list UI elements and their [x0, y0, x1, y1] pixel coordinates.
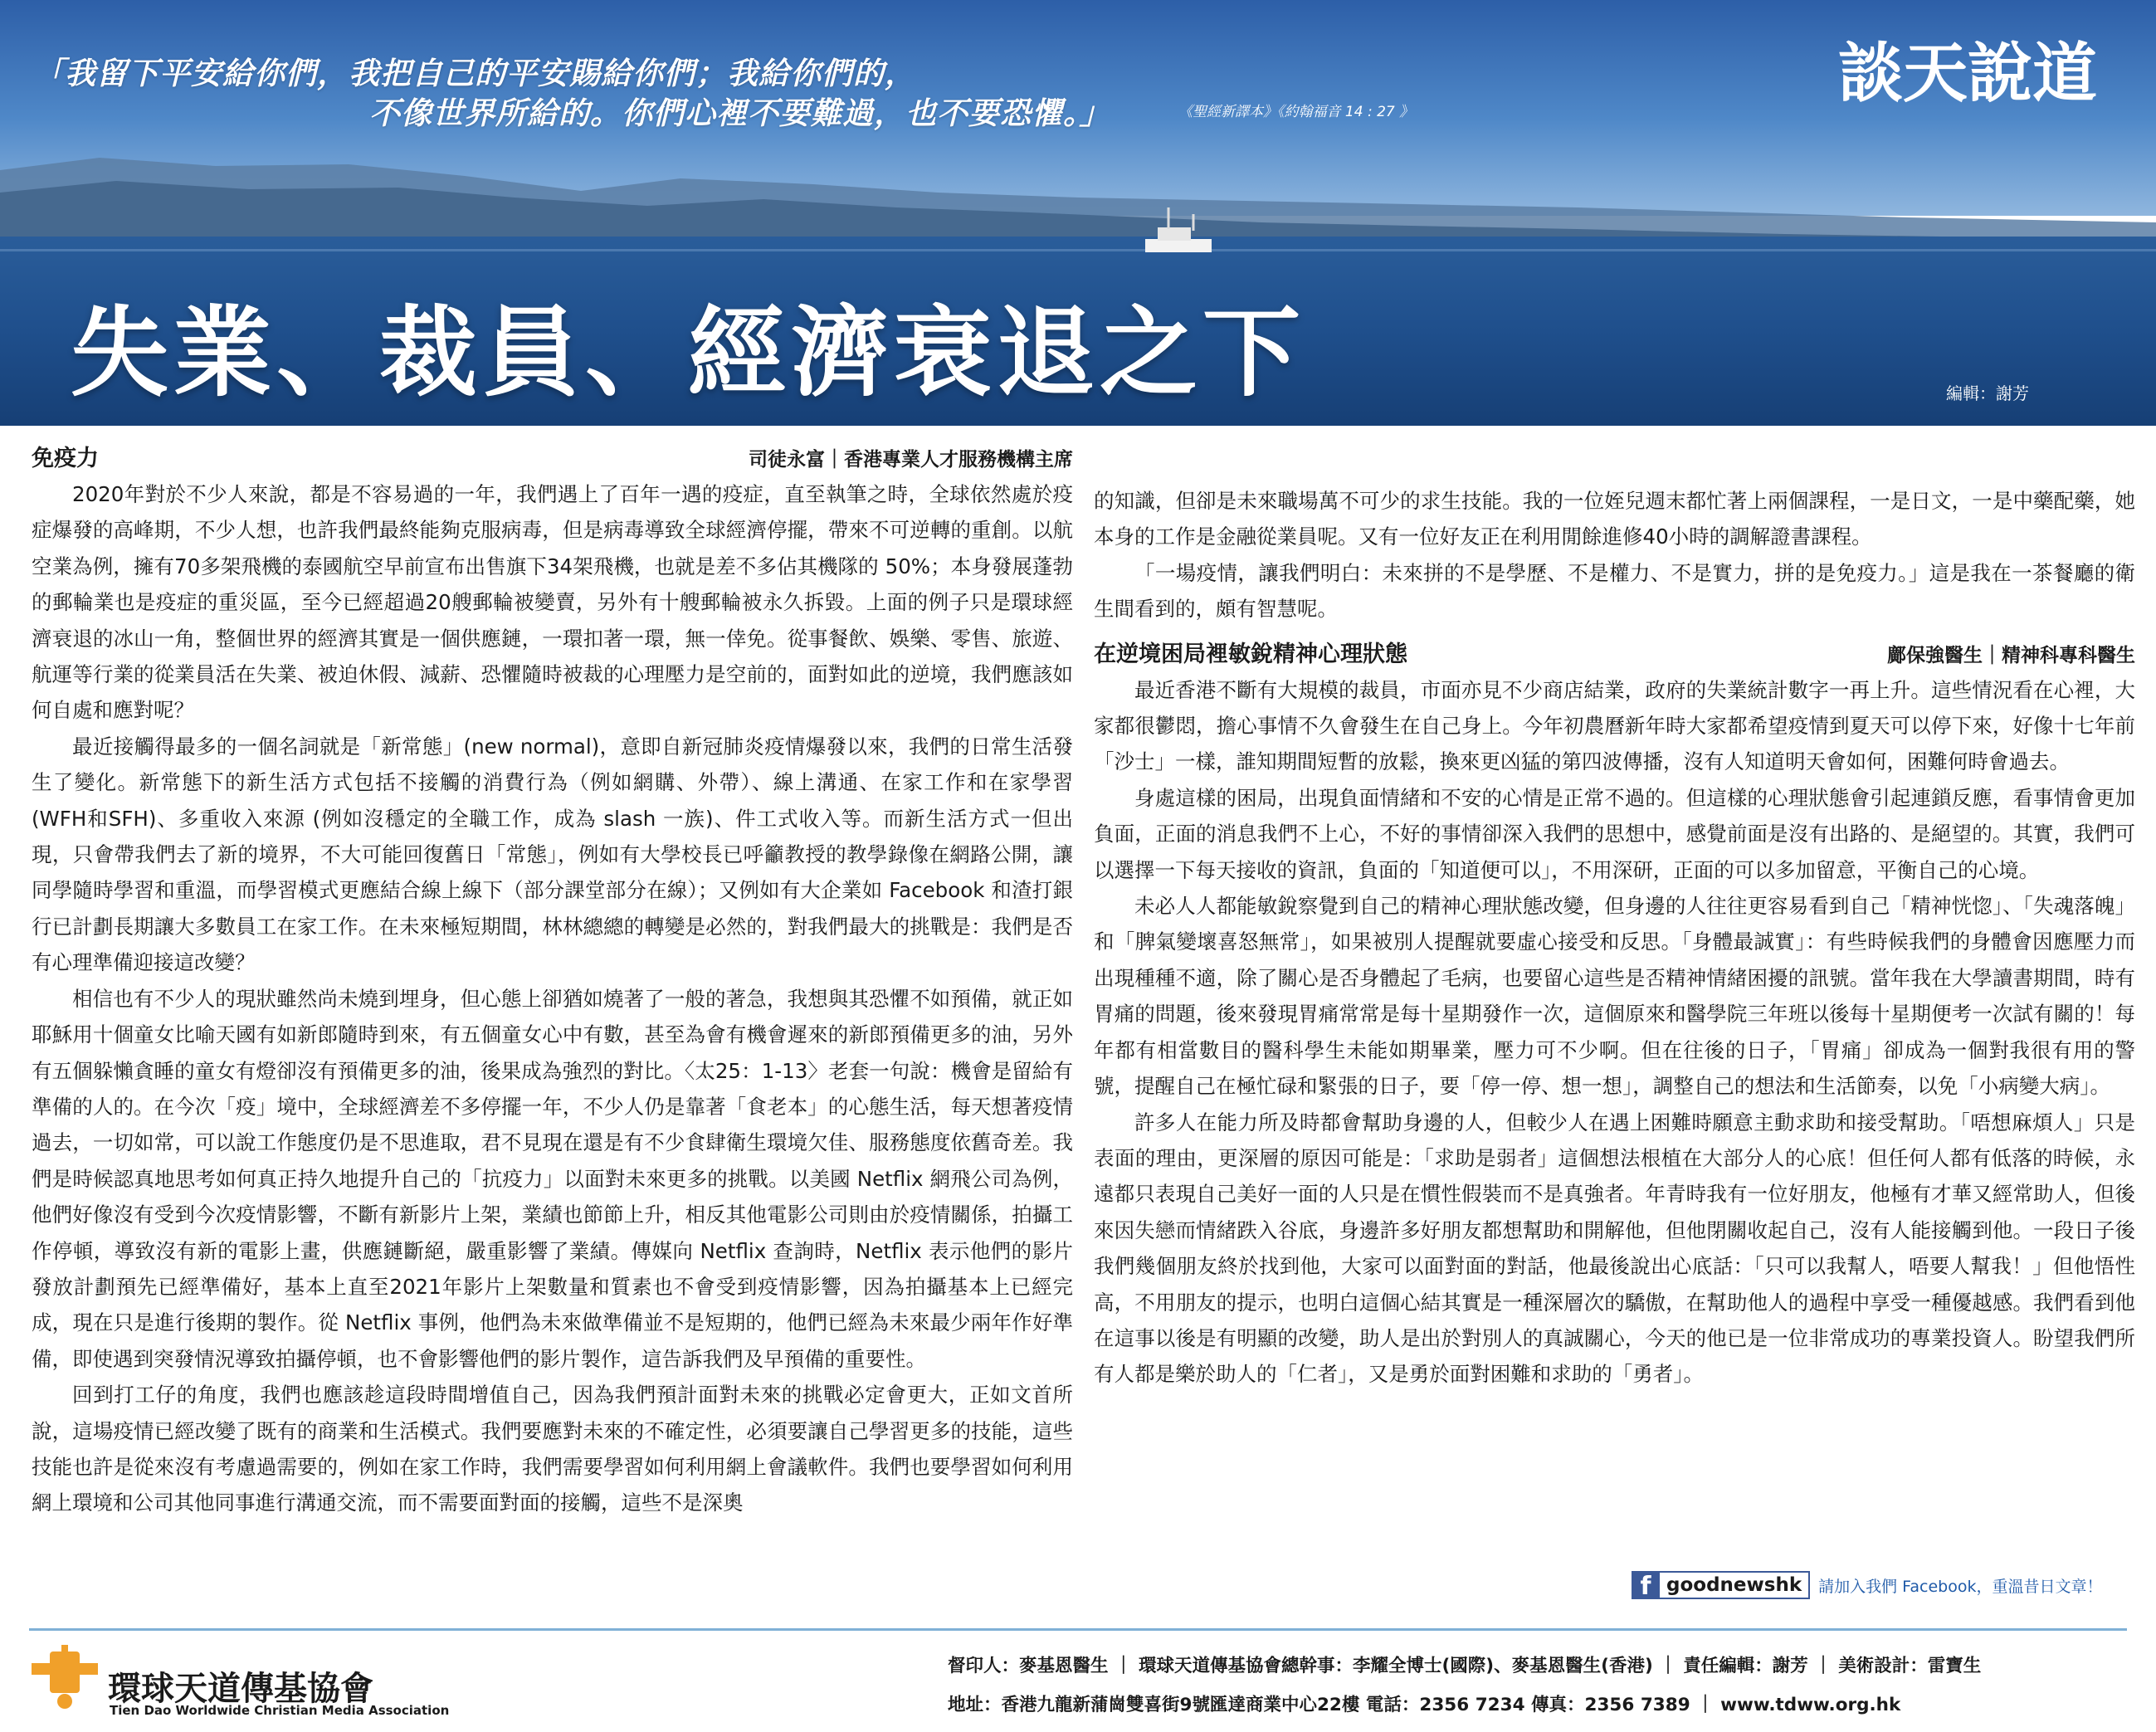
article1-paragraph: 回到打工仔的角度，我們也應該趁這段時間增值自己，因為我們預計面對未來的挑戰必定會更大，正如文首所說，這場疫情已經改變了既有的商業和生活模式。我們要應對未來的不確定性，必須要讓自己學習更多的技能，這些技能也許是從來沒有考慮過需要的，例如在家工作時，我們需要學習如何利用網上會議軟件。我們也要學習如何利用網上環境和公司其他同事進行溝通交流，而不需要面對面的接觸，這些不是深奧	[32, 1383, 1073, 1515]
article1-header	[32, 440, 1073, 476]
facebook-cta[interactable]: 請加入我們 Facebook，重溫昔日文章！	[1818, 1577, 2103, 1596]
contact-address: 地址：香港九龍新蒲崗雙喜街9號匯達商業中心22樓 電話：2356 7234 傳真：2356 7389 ｜ www.tdww.org.hk	[948, 1695, 1901, 1715]
editor-credit: 編輯：謝芳	[1946, 383, 2029, 403]
facebook-handle[interactable]: goodnewshk	[1660, 1571, 1810, 1599]
article2-paragraph: 身處這樣的困局，出現負面情緒和不安的心情是正常不過的。但這樣的心理狀態會引起連鎖反應，看事情會更加負面，正面的消息我們不上心，不好的事情卻深入我們的思想中，感覺前面是沒有出路的、是絕望的。其實，我們可以選擇一下每天接收的資訊，負面的「知道便可以」，不用深研，正面的可以多加留意，平衡自己的心境。	[1094, 785, 2135, 882]
hero-banner	[0, 0, 2156, 426]
article1-continuation: 的知識，但卻是未來職場萬不可少的求生技能。我的一位姪兒週末都忙著上兩個課程，一是日文，一是中藥配藥，她本身的工作是金融從業員呢。又有一位好友正在利用閒餘進修40小時的調解證書課程。	[1094, 489, 2135, 549]
article2-header	[1094, 636, 2135, 672]
article1-title: 免疫力	[32, 446, 99, 471]
article1-paragraph: 最近接觸得最多的一個名詞就是「新常態」(new normal)，意即自新冠肺炎疫情爆發以來，我們的日常生活發生了變化。新常態下的新生活方式包括不接觸的消費行為（例如網購、外帶）、線上溝通、在家工作和在家學習 (WFH和SFH)、多重收入來源 (例如沒穩定的全職工作，成為 slash 一族)、件工式收入等。而新生活方式一但出現，只會帶我們去了新的境界，不大可能回復舊日「常態」，例如有大學校長已呼籲教授的教學錄像在網路公開，讓同學隨時學習和重溫，而學習模式更應結合線上線下（部分課堂部分在線）；又例如有大企業如 Facebook 和渣打銀行已計劃長期讓大多數員工在家工作。在未來極短期間，林林總總的轉變是必然的，對我們最大的挑戰是：我們是否有心理準備迎接這改變？	[32, 734, 1073, 975]
scripture-quote-line2: 不像世界所給的。你們心裡不要難過，也不要恐懼。」	[369, 95, 1111, 131]
article2-byline: 鄺保強醫生｜精神科專科醫生	[1887, 644, 2135, 666]
article2-paragraph: 許多人在能力所及時都會幫助身邊的人，但較少人在遇上困難時願意主動求助和接受幫助。「唔想麻煩人」只是表面的理由，更深層的原因可能是：「求助是弱者」這個想法根植在大部分人的心底！但任何人都有低落的時候，永遠都只表現自己美好一面的人只是在慣性假裝而不是真強者。年青時我有一位好朋友，他極有才華又經常助人，但後來因失戀而情緒跌入谷底，身邊許多好朋友都想幫助和開解他，但他閉關收起自己，沒有人能接觸到他。一段日子後我們幾個朋友終於找到他，大家可以面對面的對話，他最後說出心底話：「只可以我幫人，唔要人幫我！」但他悟性高，不用朋友的提示，也明白這個心結其實是一種深層次的驕傲，在幫助他人的過程中享受一種優越感。我們看到他在這事以後是有明顯的改變，助人是出於對別人的真誠關心，今天的他已是一位非常成功的專業投資人。盼望我們所有人都是樂於助人的「仁者」，又是勇於面對困難和求助的「勇者」。	[1094, 1110, 2135, 1387]
org-logo-icon	[32, 1642, 98, 1712]
article1-paragraph: 2020年對於不少人來說，都是不容易過的一年，我們遇上了百年一遇的疫症，直至執筆之時，全球依然處於疫症爆發的高峰期，不少人想，也許我們最終能夠克服病毒，但是病毒導致全球經濟停擺，帶來不可逆轉的重創。以航空業為例，擁有70多架飛機的泰國航空早前宣布出售旗下34架飛機，也就是差不多佔其機隊的 50%；本身發展蓬勃的郵輪業也是疫症的重災區，至今已經超過20艘郵輪被變賣，另外有十艘郵輪被永久拆毀。上面的例子只是環球經濟衰退的冰山一角，整個世界的經濟其實是一個供應鏈，一環扣著一環，無一倖免。從事餐飲、娛樂、零售、旅遊、航運等行業的從業員活在失業、被迫休假、減薪、恐懼隨時被裁的心理壓力是空前的，面對如此的逆境，我們應該如何自處和應對呢？	[32, 482, 1073, 723]
org-name-zh: 環球天道傳基協會	[108, 1670, 373, 1708]
article2-title: 在逆境困局裡敏銳精神心理狀態	[1094, 641, 1407, 667]
org-name-en: Tien Dao Worldwide Christian Media Association	[110, 1703, 450, 1718]
scripture-quote-line1: 「我留下平安給你們，我把自己的平安賜給你們；我給你們的，	[33, 56, 916, 91]
footer-divider	[29, 1628, 2127, 1631]
article-column-left	[32, 440, 1073, 1521]
scripture-source: 《聖經新譯本》《約翰福音 14 : 27 》	[1178, 104, 1414, 120]
facebook-promo[interactable]	[1632, 1571, 2102, 1599]
article2-paragraph: 最近香港不斷有大規模的裁員，市面亦見不少商店結業，政府的失業統計數字一再上升。這些情況看在心裡，大家都很鬱悶，擔心事情不久會發生在自己身上。今年初農曆新年時大家都希望疫情到夏天可以停下來，好像十七年前「沙士」一樣，誰知期間短暫的放鬆，換來更凶猛的第四波傳播，沒有人知道明天會如何，困難何時會過去。	[1094, 677, 2135, 774]
column-logo	[1830, 17, 2137, 141]
article1-paragraph: 相信也有不少人的現狀雖然尚未燒到埋身，但心態上卻猶如燒著了一般的著急，我想與其恐懼不如預備，就正如耶穌用十個童女比喻天國有如新郎隨時到來，有五個童女心中有數，甚至為會有機會遲來的新郎預備更多的油，另外有五個躲懶貪睡的童女有燈卻沒有預備更多的油，後果成為強烈的對比。〈太25：1-13〉老套一句說：機會是留給有準備的人的。在今次「疫」境中，全球經濟差不多停擺一年，不少人仍是靠著「食老本」的心態生活，每天想著疫情過去，一切如常，可以說工作態度仍是不思進取，君不見現在還是有不少食肆衛生環境欠佳、服務態度依舊奇差。我們是時候認真地思考如何真正持久地提升自己的「抗疫力」以面對未來更多的挑戰。以美國 Netflix 網飛公司為例，他們好像沒有受到今次疫情影響，不斷有新影片上架，業績也節節上升，相反其他電影公司則由於疫情關係，拍攝工作停頓，導致沒有新的電影上畫，供應鏈斷絕，嚴重影響了業績。傳媒向 Netflix 查詢時，Netflix 表示他們的影片發放計劃預先已經準備好，基本上直至2021年影片上架數量和質素也不會受到疫情影響，因為拍攝基本上已經完成，現在只是進行後期的製作。從 Netflix 事例，他們為未來做準備並不是短期的，他們已經為未來最少兩年作好準備，即使遇到突發情況導致拍攝停頓，也不會影響他們的影片製作，這告訴我們及早預備的重要性。	[32, 986, 1073, 1371]
article1-byline: 司徒永富｜香港專業人才服務機構主席	[749, 449, 1073, 471]
facebook-icon: f	[1632, 1571, 1660, 1599]
svg-text:談天說道: 談天說道	[1838, 36, 2098, 111]
article2-paragraph: 未必人人都能敏銳察覺到自己的精神心理狀態改變，但身邊的人往往更容易看到自己「精神恍惚」、「失魂落魄」和「脾氣變壞喜怒無常」，如果被別人提醒就要虛心接受和反思。「身體最誠實」：有些時候我們的身體會因應壓力而出現種種不適，除了關心是否身體起了毛病，也要留心這些是否精神情緒困擾的訊號。當年我在大學讀書期間，時有胃痛的問題，後來發現胃痛常常是每十星期發作一次，這個原來和醫學院三年班以後每十星期便考一次試有關的！每年都有相當數目的醫科學生未能如期畢業，壓力可不少啊。但在往後的日子，「胃痛」卻成為一個對我很有用的警號，提醒自己在極忙碌和緊張的日子，要「停一停、想一想」，調整自己的想法和生活節奏，以免「小病變大病」。	[1094, 894, 2135, 1099]
article1-closing-quote: 「一場疫情，讓我們明白：未來拼的不是學歷、不是權力、不是實力，拼的是免疫力。」這是我在一茶餐廳的衛生間看到的，頗有智慧呢。	[1094, 560, 2135, 622]
headline: 失業、裁員、經濟衰退之下	[71, 295, 1306, 410]
publication-credits: 督印人：麥基恩醫生 ｜ 環球天道傳基協會總幹事：李耀全博士(國際)、麥基恩醫生(香港) ｜ 責任編輯：謝芳 ｜ 美術設計：雷寶生	[948, 1656, 1982, 1676]
article-column-right	[1094, 483, 2135, 1393]
